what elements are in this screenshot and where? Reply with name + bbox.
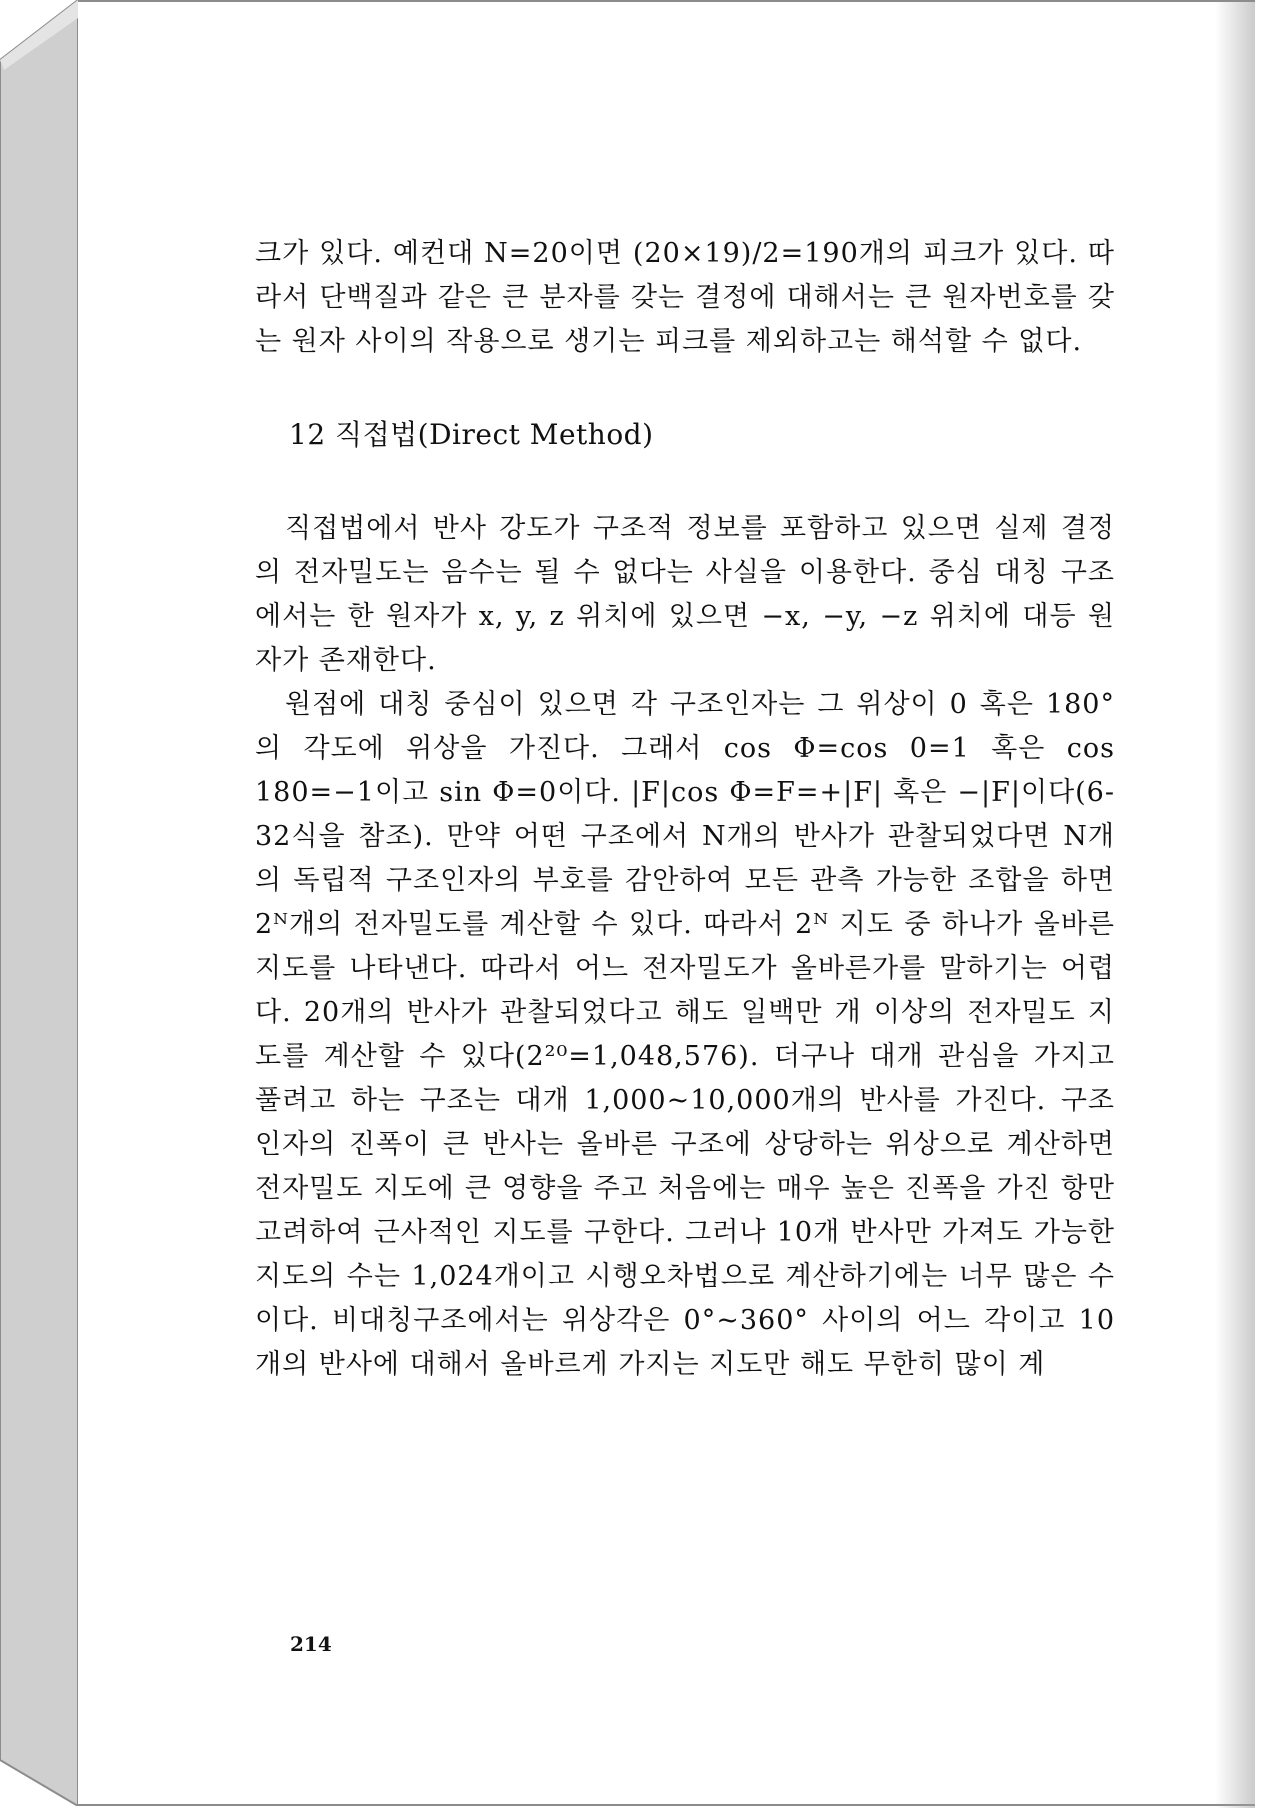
paragraph-phase-discussion: 원점에 대칭 중심이 있으면 각 구조인자는 그 위상이 0 혹은 180°의 각도에 위상을 가진다. 그래서 cos Φ=cos 0=1 혹은 cos 180=−1이고 sin Φ=0이다. |F|cos Φ=F=+|F| 혹은 −|F|이다(6-32식을 참조). 만약 어떤 구조에서 N개의 반사가 관찰되었다면 N개의 독립적 구조인자의 부호를 감안하여 모든 관측 가능한 조합을 하면 2ᴺ개의 전자밀도를 계산할 수 있다. 따라서 2ᴺ 지도 중 하나가 올바른 지도를 나타낸다. 따라서 어느 전자밀도가 올바른가를 말하기는 어렵다. 20개의 반사가 관찰되었다고 해도 일백만 개 이상의 전자밀도 지도를 계산할 수 있다(2²⁰=1,048,576). 더구나 대개 관심을 가지고 풀려고 하는 구조는 대개 1,000~10,000개의 반사를 가진다. 구조 인자의 진폭이 큰 반사는 올바른 구조에 상당하는 위상으로 계산하면 전자밀도 지도에 큰 영향을 주고 처음에는 매우 높은 진폭을 가진 항만 고려하여 근사적인 지도를 구한다. 그러나 10개 반사만 가져도 가능한 지도의 수는 1,024개이고 시행오차법으로 계산하기에는 너무 많은 수이다. 비대칭구조에서는 위상각은 0°~360° 사이의 어느 각이고 10개의 반사에 대해서 올바르게 가지는 지도만 해도 무한히 많이 계	[255, 689, 1115, 1380]
page-number: 214	[290, 1632, 332, 1656]
book-spine	[0, 0, 80, 1806]
page-edge-shadow	[1215, 2, 1255, 1808]
section-heading: 12 직접법(Direct Method)	[289, 418, 654, 451]
paragraph-direct-method-intro: 직접법에서 반사 강도가 구조적 정보를 포함하고 있으면 실제 결정의 전자밀도는 음수는 될 수 없다는 사실을 이용한다. 중심 대칭 구조에서는 한 원자가 x, y, z 위치에 있으면 −x, −y, −z 위치에 대등 원자가 존재한다.	[255, 513, 1115, 676]
page-body	[255, 232, 1115, 1387]
paragraph-continuation: 크가 있다. 예컨대 N=20이면 (20×19)/2=190개의 피크가 있다. 따라서 단백질과 같은 큰 분자를 갖는 결정에 대해서는 큰 원자번호를 갖는 원자 사이의 작용으로 생기는 피크를 제외하고는 해석할 수 없다.	[255, 238, 1115, 357]
